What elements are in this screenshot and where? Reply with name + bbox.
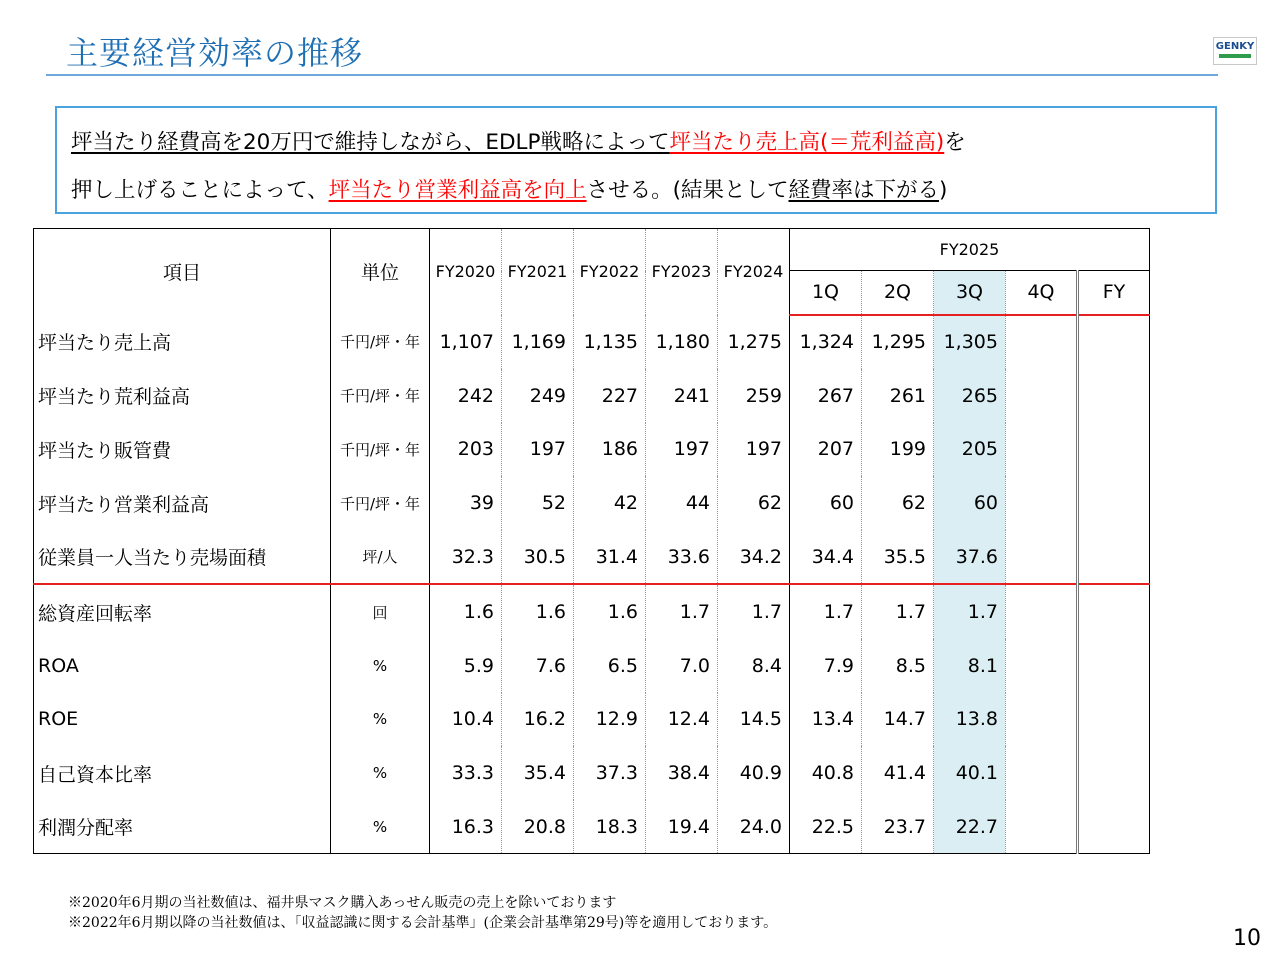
table-body xyxy=(34,315,1150,854)
value-cell: 205 xyxy=(934,423,1006,477)
value-cell: 1.7 xyxy=(790,584,862,639)
header-year: FY2023 xyxy=(646,229,718,315)
summary-segment: ) xyxy=(939,178,948,203)
value-cell: 7.6 xyxy=(502,639,574,693)
value-cell: 1.6 xyxy=(502,584,574,639)
value-cell: 8.1 xyxy=(934,639,1006,693)
row-unit: 千円/坪・年 xyxy=(331,369,430,423)
value-cell: 227 xyxy=(574,369,646,423)
value-cell xyxy=(1006,476,1078,530)
value-cell: 267 xyxy=(790,369,862,423)
row-unit: 坪/人 xyxy=(331,530,430,585)
row-unit: 千円/坪・年 xyxy=(331,476,430,530)
value-cell xyxy=(1078,530,1150,585)
logo-text: GENKY xyxy=(1215,41,1255,52)
efficiency-table xyxy=(33,228,1150,854)
row-label: 坪当たり販管費 xyxy=(34,423,331,477)
value-cell: 37.6 xyxy=(934,530,1006,585)
value-cell xyxy=(1078,746,1150,800)
value-cell: 8.4 xyxy=(718,639,790,693)
row-unit: 千円/坪・年 xyxy=(331,315,430,370)
value-cell: 1.7 xyxy=(934,584,1006,639)
value-cell: 1,169 xyxy=(502,315,574,370)
value-cell: 31.4 xyxy=(574,530,646,585)
value-cell: 197 xyxy=(718,423,790,477)
row-unit: % xyxy=(331,693,430,747)
summary-segment: を xyxy=(944,130,966,155)
row-label: ROE xyxy=(34,693,331,747)
value-cell: 10.4 xyxy=(430,693,502,747)
row-label: 従業員一人当たり売場面積 xyxy=(34,530,331,585)
value-cell xyxy=(1078,584,1150,639)
header-quarter: 2Q xyxy=(862,271,934,315)
header-year: FY2020 xyxy=(430,229,502,315)
footnotes xyxy=(68,893,777,933)
table-row xyxy=(34,746,1150,800)
value-cell: 207 xyxy=(790,423,862,477)
footnote: ※2020年6月期の当社数値は、福井県マスク購入あっせん販売の売上を除いております xyxy=(68,895,617,911)
page-number: 10 xyxy=(1233,926,1261,951)
value-cell xyxy=(1006,746,1078,800)
summary-segment: 経費率は下がる xyxy=(788,178,939,203)
row-label: 坪当たり売上高 xyxy=(34,315,331,370)
value-cell: 7.0 xyxy=(646,639,718,693)
header-quarter: 4Q xyxy=(1006,271,1078,315)
value-cell: 20.8 xyxy=(502,800,574,854)
value-cell: 42 xyxy=(574,476,646,530)
value-cell: 12.4 xyxy=(646,693,718,747)
header-year: FY2021 xyxy=(502,229,574,315)
value-cell: 1.6 xyxy=(430,584,502,639)
company-logo xyxy=(1213,37,1257,65)
summary-segment: 坪当たり経費高を20万円で維持しながら、EDLP戦略によって xyxy=(71,130,670,155)
value-cell: 1,275 xyxy=(718,315,790,370)
table-row xyxy=(34,639,1150,693)
value-cell: 34.2 xyxy=(718,530,790,585)
summary-segment: させる。(結果として xyxy=(586,178,789,203)
value-cell xyxy=(1006,584,1078,639)
header-unit: 単位 xyxy=(331,229,430,315)
value-cell: 1,324 xyxy=(790,315,862,370)
value-cell: 12.9 xyxy=(574,693,646,747)
value-cell: 33.6 xyxy=(646,530,718,585)
row-unit: % xyxy=(331,800,430,854)
value-cell xyxy=(1006,639,1078,693)
value-cell: 62 xyxy=(862,476,934,530)
row-unit: % xyxy=(331,639,430,693)
value-cell: 13.4 xyxy=(790,693,862,747)
value-cell xyxy=(1006,423,1078,477)
value-cell: 8.5 xyxy=(862,639,934,693)
header-fy2025: FY2025 xyxy=(790,229,1150,271)
value-cell: 7.9 xyxy=(790,639,862,693)
summary-line-2 xyxy=(71,180,947,202)
row-label: 利潤分配率 xyxy=(34,800,331,854)
summary-segment: 坪当たり売上高(＝荒利益高) xyxy=(669,130,945,155)
value-cell: 1,305 xyxy=(934,315,1006,370)
value-cell: 35.5 xyxy=(862,530,934,585)
value-cell xyxy=(1078,423,1150,477)
row-label: ROA xyxy=(34,639,331,693)
value-cell: 6.5 xyxy=(574,639,646,693)
page-title: 主要経営効率の推移 xyxy=(66,34,364,72)
value-cell: 249 xyxy=(502,369,574,423)
value-cell: 197 xyxy=(646,423,718,477)
value-cell: 186 xyxy=(574,423,646,477)
value-cell: 261 xyxy=(862,369,934,423)
value-cell: 34.4 xyxy=(790,530,862,585)
value-cell: 22.7 xyxy=(934,800,1006,854)
value-cell: 199 xyxy=(862,423,934,477)
table-row xyxy=(34,800,1150,854)
value-cell: 19.4 xyxy=(646,800,718,854)
value-cell: 40.8 xyxy=(790,746,862,800)
row-label: 坪当たり荒利益高 xyxy=(34,369,331,423)
value-cell: 16.3 xyxy=(430,800,502,854)
value-cell: 60 xyxy=(934,476,1006,530)
value-cell xyxy=(1006,369,1078,423)
value-cell: 52 xyxy=(502,476,574,530)
row-unit: 千円/坪・年 xyxy=(331,423,430,477)
value-cell xyxy=(1078,369,1150,423)
value-cell xyxy=(1078,800,1150,854)
row-label: 総資産回転率 xyxy=(34,584,331,639)
table-row xyxy=(34,584,1150,639)
value-cell: 14.7 xyxy=(862,693,934,747)
value-cell: 265 xyxy=(934,369,1006,423)
value-cell: 1.7 xyxy=(862,584,934,639)
value-cell: 16.2 xyxy=(502,693,574,747)
summary-segment: 坪当たり営業利益高を向上 xyxy=(328,178,587,203)
value-cell: 1,107 xyxy=(430,315,502,370)
value-cell: 38.4 xyxy=(646,746,718,800)
value-cell: 1,295 xyxy=(862,315,934,370)
header-quarter: FY xyxy=(1078,271,1150,315)
value-cell xyxy=(1006,315,1078,370)
header-quarter: 3Q xyxy=(934,271,1006,315)
table-row xyxy=(34,530,1150,585)
value-cell: 203 xyxy=(430,423,502,477)
value-cell xyxy=(1078,693,1150,747)
row-unit: 回 xyxy=(331,584,430,639)
summary-line-1 xyxy=(71,132,966,154)
value-cell: 259 xyxy=(718,369,790,423)
row-label: 自己資本比率 xyxy=(34,746,331,800)
title-divider xyxy=(46,74,1218,76)
value-cell: 35.4 xyxy=(502,746,574,800)
value-cell: 44 xyxy=(646,476,718,530)
header-item: 項目 xyxy=(34,229,331,315)
table-row xyxy=(34,693,1150,747)
logo-bar xyxy=(1219,54,1251,58)
value-cell xyxy=(1006,800,1078,854)
value-cell: 1.6 xyxy=(574,584,646,639)
value-cell: 1.7 xyxy=(718,584,790,639)
value-cell: 242 xyxy=(430,369,502,423)
summary-segment: 押し上げることによって、 xyxy=(71,178,329,203)
summary-box xyxy=(55,106,1217,214)
value-cell: 60 xyxy=(790,476,862,530)
header-quarter: 1Q xyxy=(790,271,862,315)
row-label: 坪当たり営業利益高 xyxy=(34,476,331,530)
value-cell: 24.0 xyxy=(718,800,790,854)
value-cell: 23.7 xyxy=(862,800,934,854)
table-row xyxy=(34,315,1150,370)
value-cell: 37.3 xyxy=(574,746,646,800)
value-cell: 14.5 xyxy=(718,693,790,747)
value-cell xyxy=(1078,476,1150,530)
value-cell: 32.3 xyxy=(430,530,502,585)
value-cell: 18.3 xyxy=(574,800,646,854)
value-cell: 5.9 xyxy=(430,639,502,693)
value-cell: 1,180 xyxy=(646,315,718,370)
value-cell: 1,135 xyxy=(574,315,646,370)
value-cell: 62 xyxy=(718,476,790,530)
value-cell: 40.1 xyxy=(934,746,1006,800)
row-unit: % xyxy=(331,746,430,800)
value-cell: 39 xyxy=(430,476,502,530)
table-row xyxy=(34,476,1150,530)
value-cell: 40.9 xyxy=(718,746,790,800)
table-row xyxy=(34,369,1150,423)
value-cell: 197 xyxy=(502,423,574,477)
value-cell: 30.5 xyxy=(502,530,574,585)
value-cell: 22.5 xyxy=(790,800,862,854)
header-year: FY2024 xyxy=(718,229,790,315)
value-cell xyxy=(1078,315,1150,370)
value-cell xyxy=(1006,693,1078,747)
value-cell: 33.3 xyxy=(430,746,502,800)
header-year: FY2022 xyxy=(574,229,646,315)
value-cell: 1.7 xyxy=(646,584,718,639)
value-cell xyxy=(1006,530,1078,585)
footnote: ※2022年6月期以降の当社数値は、「収益認識に関する会計基準」(企業会計基準第29号)等を適用しております。 xyxy=(68,915,778,931)
value-cell xyxy=(1078,639,1150,693)
value-cell: 241 xyxy=(646,369,718,423)
value-cell: 41.4 xyxy=(862,746,934,800)
value-cell: 13.8 xyxy=(934,693,1006,747)
table-row xyxy=(34,423,1150,477)
